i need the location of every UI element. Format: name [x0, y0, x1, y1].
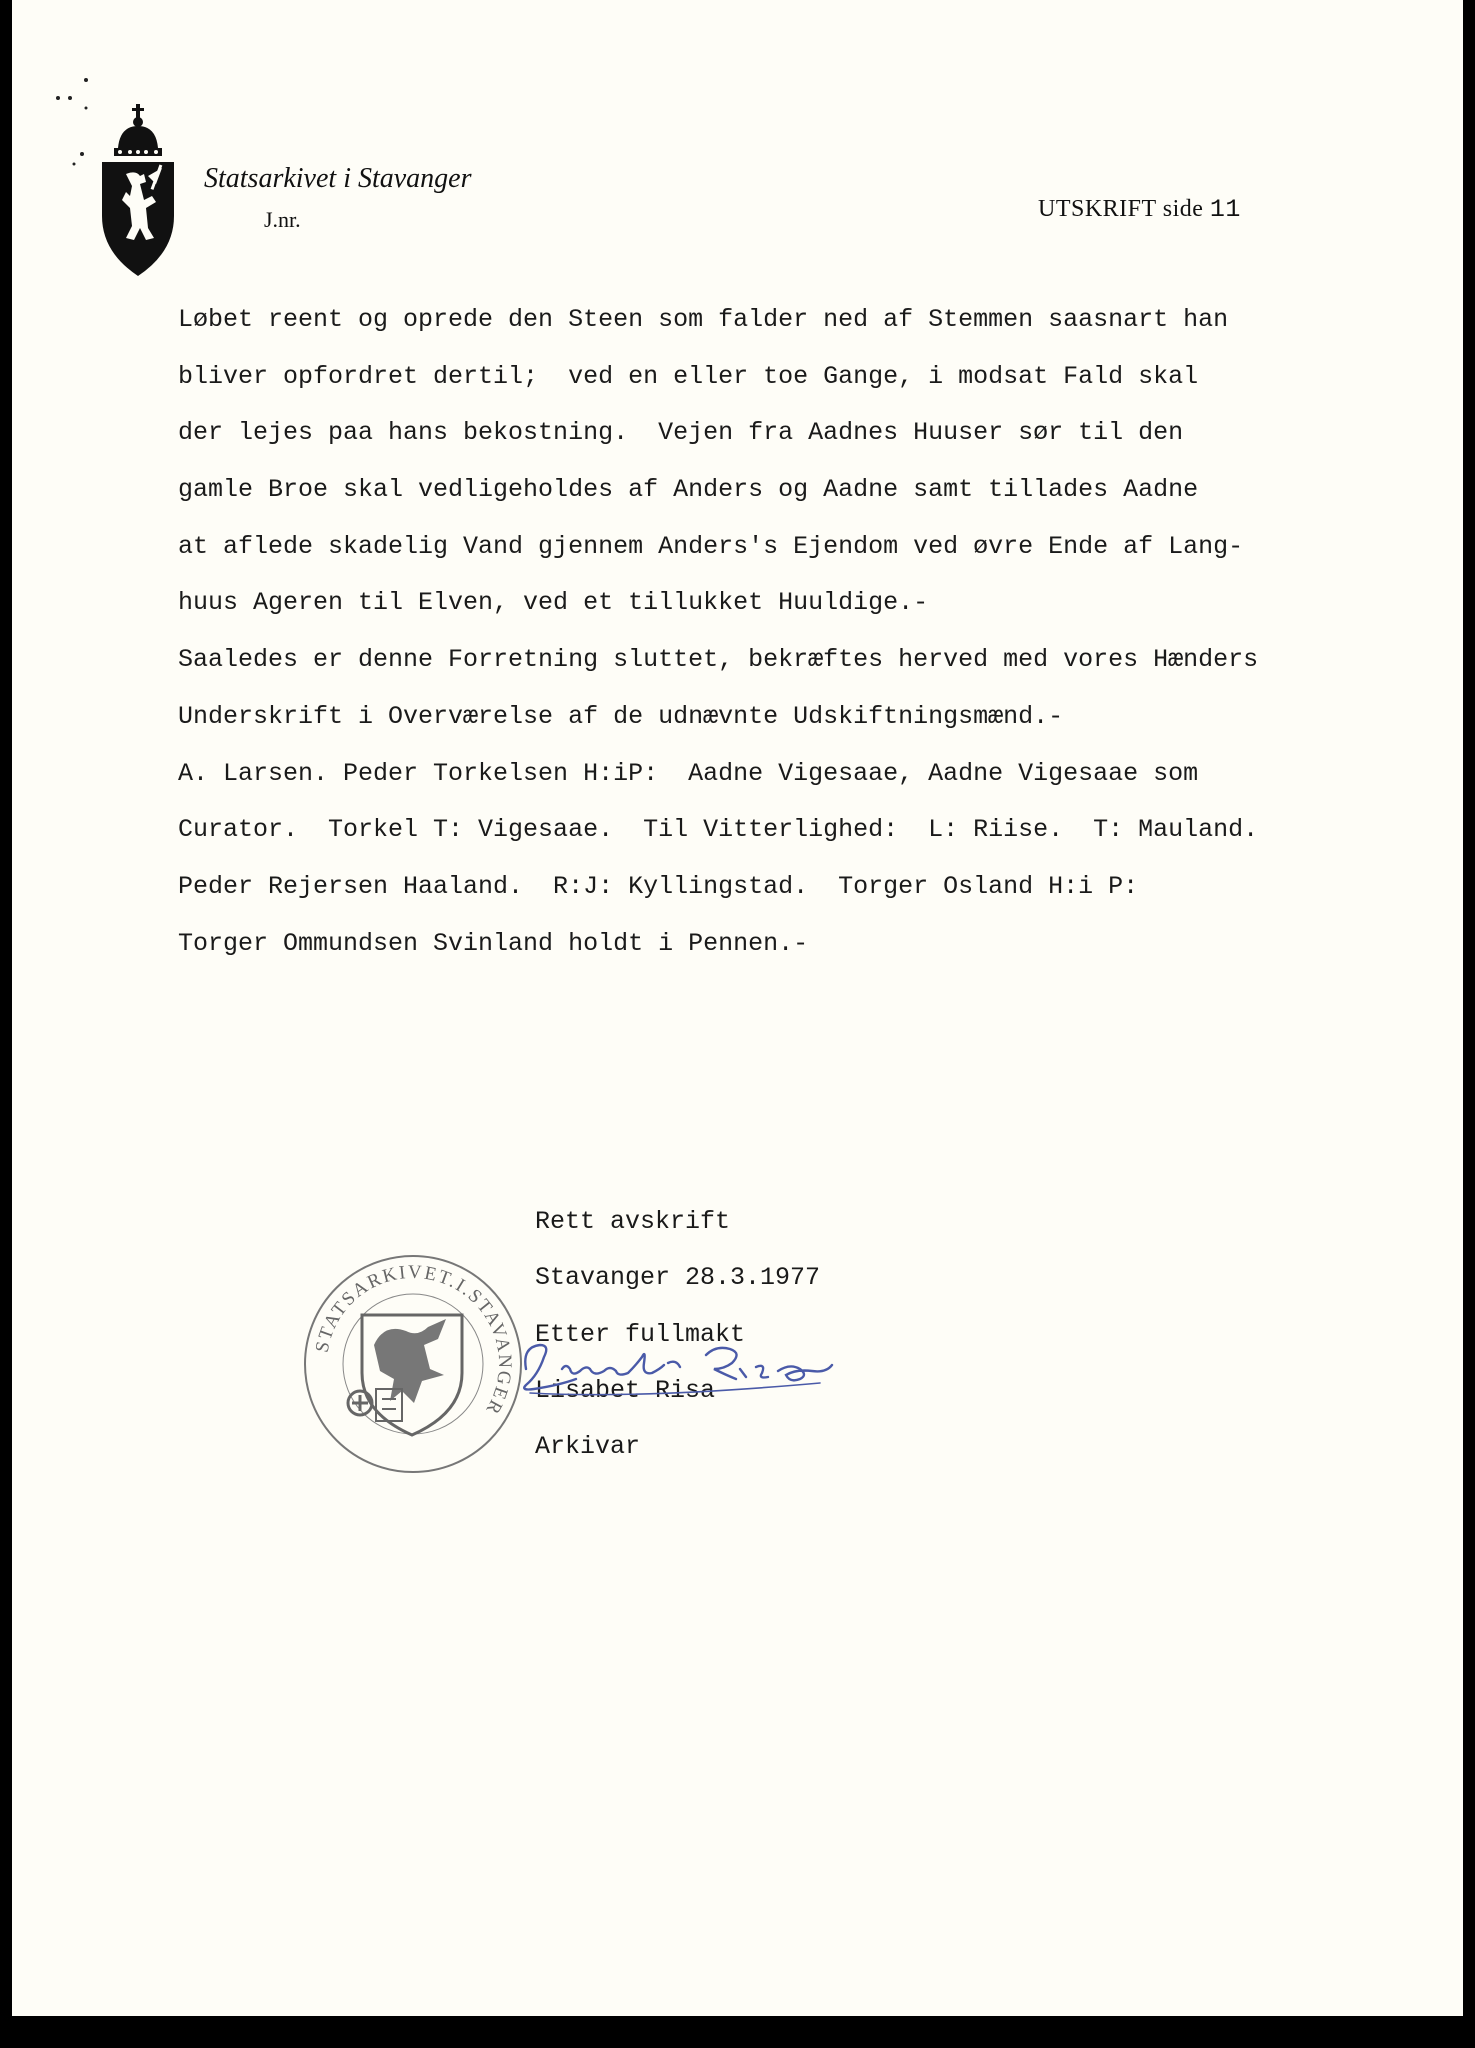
- authority-line: Etter fullmakt: [535, 1319, 746, 1349]
- certification-line: Rett avskrift: [535, 1207, 731, 1236]
- body-line: Underskrift i Overværelse af de udnævnte Udskiftningsmænd.-: [178, 701, 1064, 731]
- body-line: huus Ageren til Elven, ved et tillukket Huuldige.-: [178, 588, 929, 618]
- body-line: der lejes paa hans bekostning. Vejen fra Aadnes Huuser sør til den: [178, 418, 1184, 448]
- place-date-line: Stavanger 28.3.1977: [535, 1263, 821, 1293]
- scan-specks: [42, 60, 92, 180]
- body-line: gamle Broe skal vedligeholdes af Anders og Aadne samt tillades Aadne: [178, 475, 1199, 505]
- body-line: at aflede skadelig Vand gjennem Anders's Ejendom ved øvre Ende af Lang-: [178, 531, 1244, 561]
- journal-number-label: J.nr.: [264, 207, 301, 232]
- svg-text:STATSARKIVET.I.STAVANGER: STATSARKIVET.I.STAVANGER: [311, 1261, 516, 1420]
- page-header: [1038, 195, 1241, 224]
- body-line: Saaledes er denne Forretning sluttet, bekræftes herved med vores Hænders: [178, 645, 1259, 675]
- body-line: Løbet reent og oprede den Steen som falder ned af Stemmen saasnart han: [178, 305, 1229, 334]
- handwritten-signature-icon: [520, 1335, 840, 1405]
- norwegian-coat-of-arms-icon: [100, 104, 176, 280]
- signer-title: Arkivar: [535, 1432, 641, 1462]
- archive-name: Statsarkivet i Stavanger: [204, 163, 472, 194]
- page-number: 11: [1209, 195, 1241, 224]
- body-line: Peder Rejersen Haaland. R:J: Kyllingstad. Torger Osland H:i P:: [178, 871, 1139, 901]
- body-line: Torger Ommundsen Svinland holdt i Pennen.-: [178, 928, 809, 958]
- body-line: A. Larsen. Peder Torkelsen H:iP: Aadne Vigesaae, Aadne Vigesaae som: [178, 758, 1199, 788]
- body-line: bliver opfordret dertil; ved en eller toe Gange, i modsat Fald skal: [178, 361, 1199, 391]
- page-label: UTSKRIFT side: [1038, 196, 1204, 222]
- body-line: Curator. Torkel T: Vigesaae. Til Vitterlighed: L: Riise. T: Mauland.: [178, 815, 1259, 845]
- body-text: [178, 292, 1258, 972]
- official-seal-icon: [302, 1253, 524, 1475]
- signer-name: Lisabet Risa: [535, 1375, 716, 1405]
- document-page: [12, 0, 1463, 2016]
